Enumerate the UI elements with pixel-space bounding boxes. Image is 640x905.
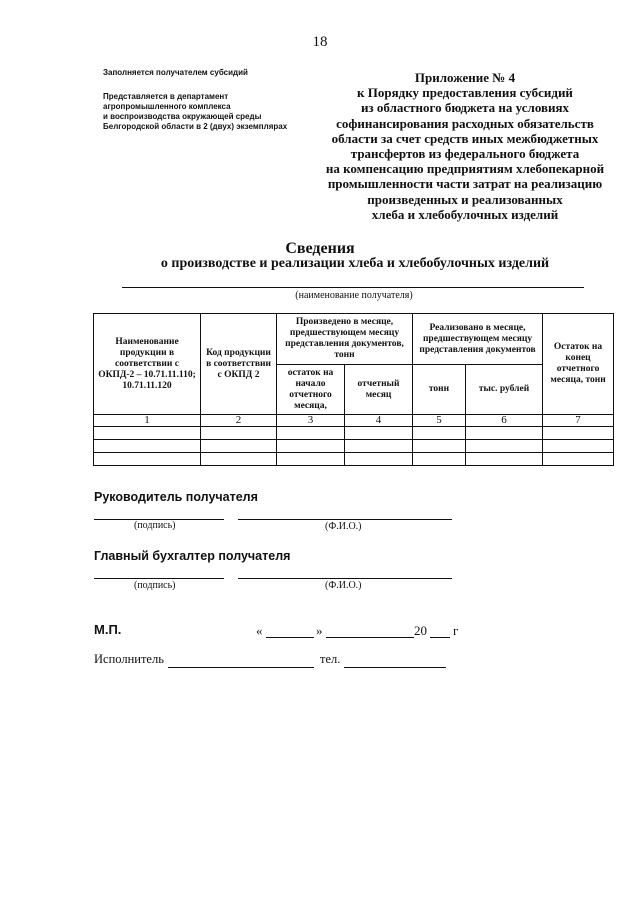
header-produced: Произведено в месяце, предшествующем месяцу представления документов, тонн [277, 314, 413, 365]
production-table [93, 313, 614, 466]
accountant-signature-line [94, 578, 224, 579]
header-opening-balance: остаток на начало отчетного месяца, [277, 365, 345, 415]
table-cell [345, 427, 413, 440]
appendix-line: Приложение № 4 [414, 70, 516, 85]
appendix-heading [300, 70, 630, 222]
table-row [94, 453, 614, 466]
date-year-suffix: г [453, 623, 459, 638]
column-number: 4 [345, 415, 413, 427]
header-sold-tons: тонн [413, 365, 466, 415]
submission-line: Представляется в департамент [103, 92, 229, 101]
table-cell [413, 440, 466, 453]
table-cell [466, 427, 543, 440]
appendix-line: трансфертов из федерального бюджета [350, 146, 580, 162]
date-day-line [266, 637, 314, 638]
recipient-name-caption: (наименование получателя) [295, 290, 413, 301]
table-cell [466, 453, 543, 466]
page-number: 18 [312, 34, 328, 50]
table-cell [277, 427, 345, 440]
table-cell [94, 427, 201, 440]
table-row [94, 440, 614, 453]
submission-line: и воспроизводства окружающей среды [103, 112, 262, 121]
table-cell [543, 427, 614, 440]
table-cell [201, 453, 277, 466]
appendix-line: хлеба и хлебобулочных изделий [371, 206, 559, 222]
head-signature-caption: (подпись) [134, 520, 176, 531]
date-open-quote: « [256, 623, 263, 638]
phone-line [344, 667, 446, 668]
submission-line: Белгородской области в 2 (двух) экземплярах [103, 122, 288, 131]
appendix-line: к Порядку предоставления субсидий [357, 85, 573, 101]
table-row [94, 427, 614, 440]
column-number: 5 [413, 415, 466, 427]
appendix-line: области за счет средств иных межбюджетных [331, 130, 599, 146]
table-cell [466, 440, 543, 453]
submission-line: агропромышленного комплекса [103, 102, 231, 111]
accountant-signature-caption: (подпись) [134, 580, 176, 591]
head-signature-heading: Руководитель получателя [94, 490, 258, 504]
date-month-line [326, 637, 414, 638]
head-name-line [238, 519, 452, 520]
table-cell [543, 453, 614, 466]
column-number: 6 [466, 415, 543, 427]
table-cell [94, 453, 201, 466]
executor-label: Исполнитель [94, 652, 164, 666]
appendix-line: на компенсацию предприятиям хлебопекарной [325, 161, 605, 177]
appendix-line: софинансирования расходных обязательств [336, 115, 594, 131]
appendix-line: промышленности части затрат на реализацию [327, 176, 603, 192]
table-cell [413, 453, 466, 466]
accountant-name-line [238, 578, 452, 579]
filled-by-note: Заполняется получателем субсидий [103, 68, 248, 77]
header-product-code: Код продукции в соответствии с ОКПД 2 [201, 314, 277, 415]
table-cell [201, 427, 277, 440]
accountant-signature-heading: Главный бухгалтер получателя [94, 549, 291, 563]
submission-note [103, 92, 313, 132]
table-cell [94, 440, 201, 453]
accountant-name-caption: (Ф.И.О.) [325, 580, 362, 591]
document-title: Сведения [285, 240, 355, 257]
document-subtitle: о производстве и реализации хлеба и хлебобулочных изделий [160, 256, 550, 271]
header-product-name: Наименование продукции в соответствии с ОКПД-2 – 10.71.11.110; 10.71.11.120 [94, 314, 201, 415]
head-name-caption: (Ф.И.О.) [325, 521, 362, 532]
table-cell [345, 440, 413, 453]
phone-label: тел. [320, 652, 341, 666]
table-cell [413, 427, 466, 440]
column-number: 3 [277, 415, 345, 427]
date-close-quote: » [316, 623, 323, 638]
date-year-prefix: 20 [414, 623, 427, 638]
seal-placeholder: М.П. [94, 622, 122, 637]
appendix-line: из областного бюджета на условиях [360, 100, 570, 116]
recipient-name-line [122, 287, 584, 288]
table-cell [277, 440, 345, 453]
table-cell [277, 453, 345, 466]
column-number: 1 [94, 415, 201, 427]
table-cell [345, 453, 413, 466]
appendix-line: произведенных и реализованных [367, 191, 563, 207]
header-sold-thousand-rub: тыс. рублей [466, 365, 543, 415]
column-number: 7 [543, 415, 614, 427]
header-sold: Реализовано в месяце, предшествующем месяцу представления документов [413, 314, 543, 365]
table-cell [543, 440, 614, 453]
executor-line [168, 667, 314, 668]
table-cell [201, 440, 277, 453]
date-year-line [430, 637, 450, 638]
header-remaining: Остаток на конец отчетного месяца, тонн [543, 314, 614, 415]
header-reporting-month: отчетный месяц [345, 365, 413, 415]
column-number: 2 [201, 415, 277, 427]
